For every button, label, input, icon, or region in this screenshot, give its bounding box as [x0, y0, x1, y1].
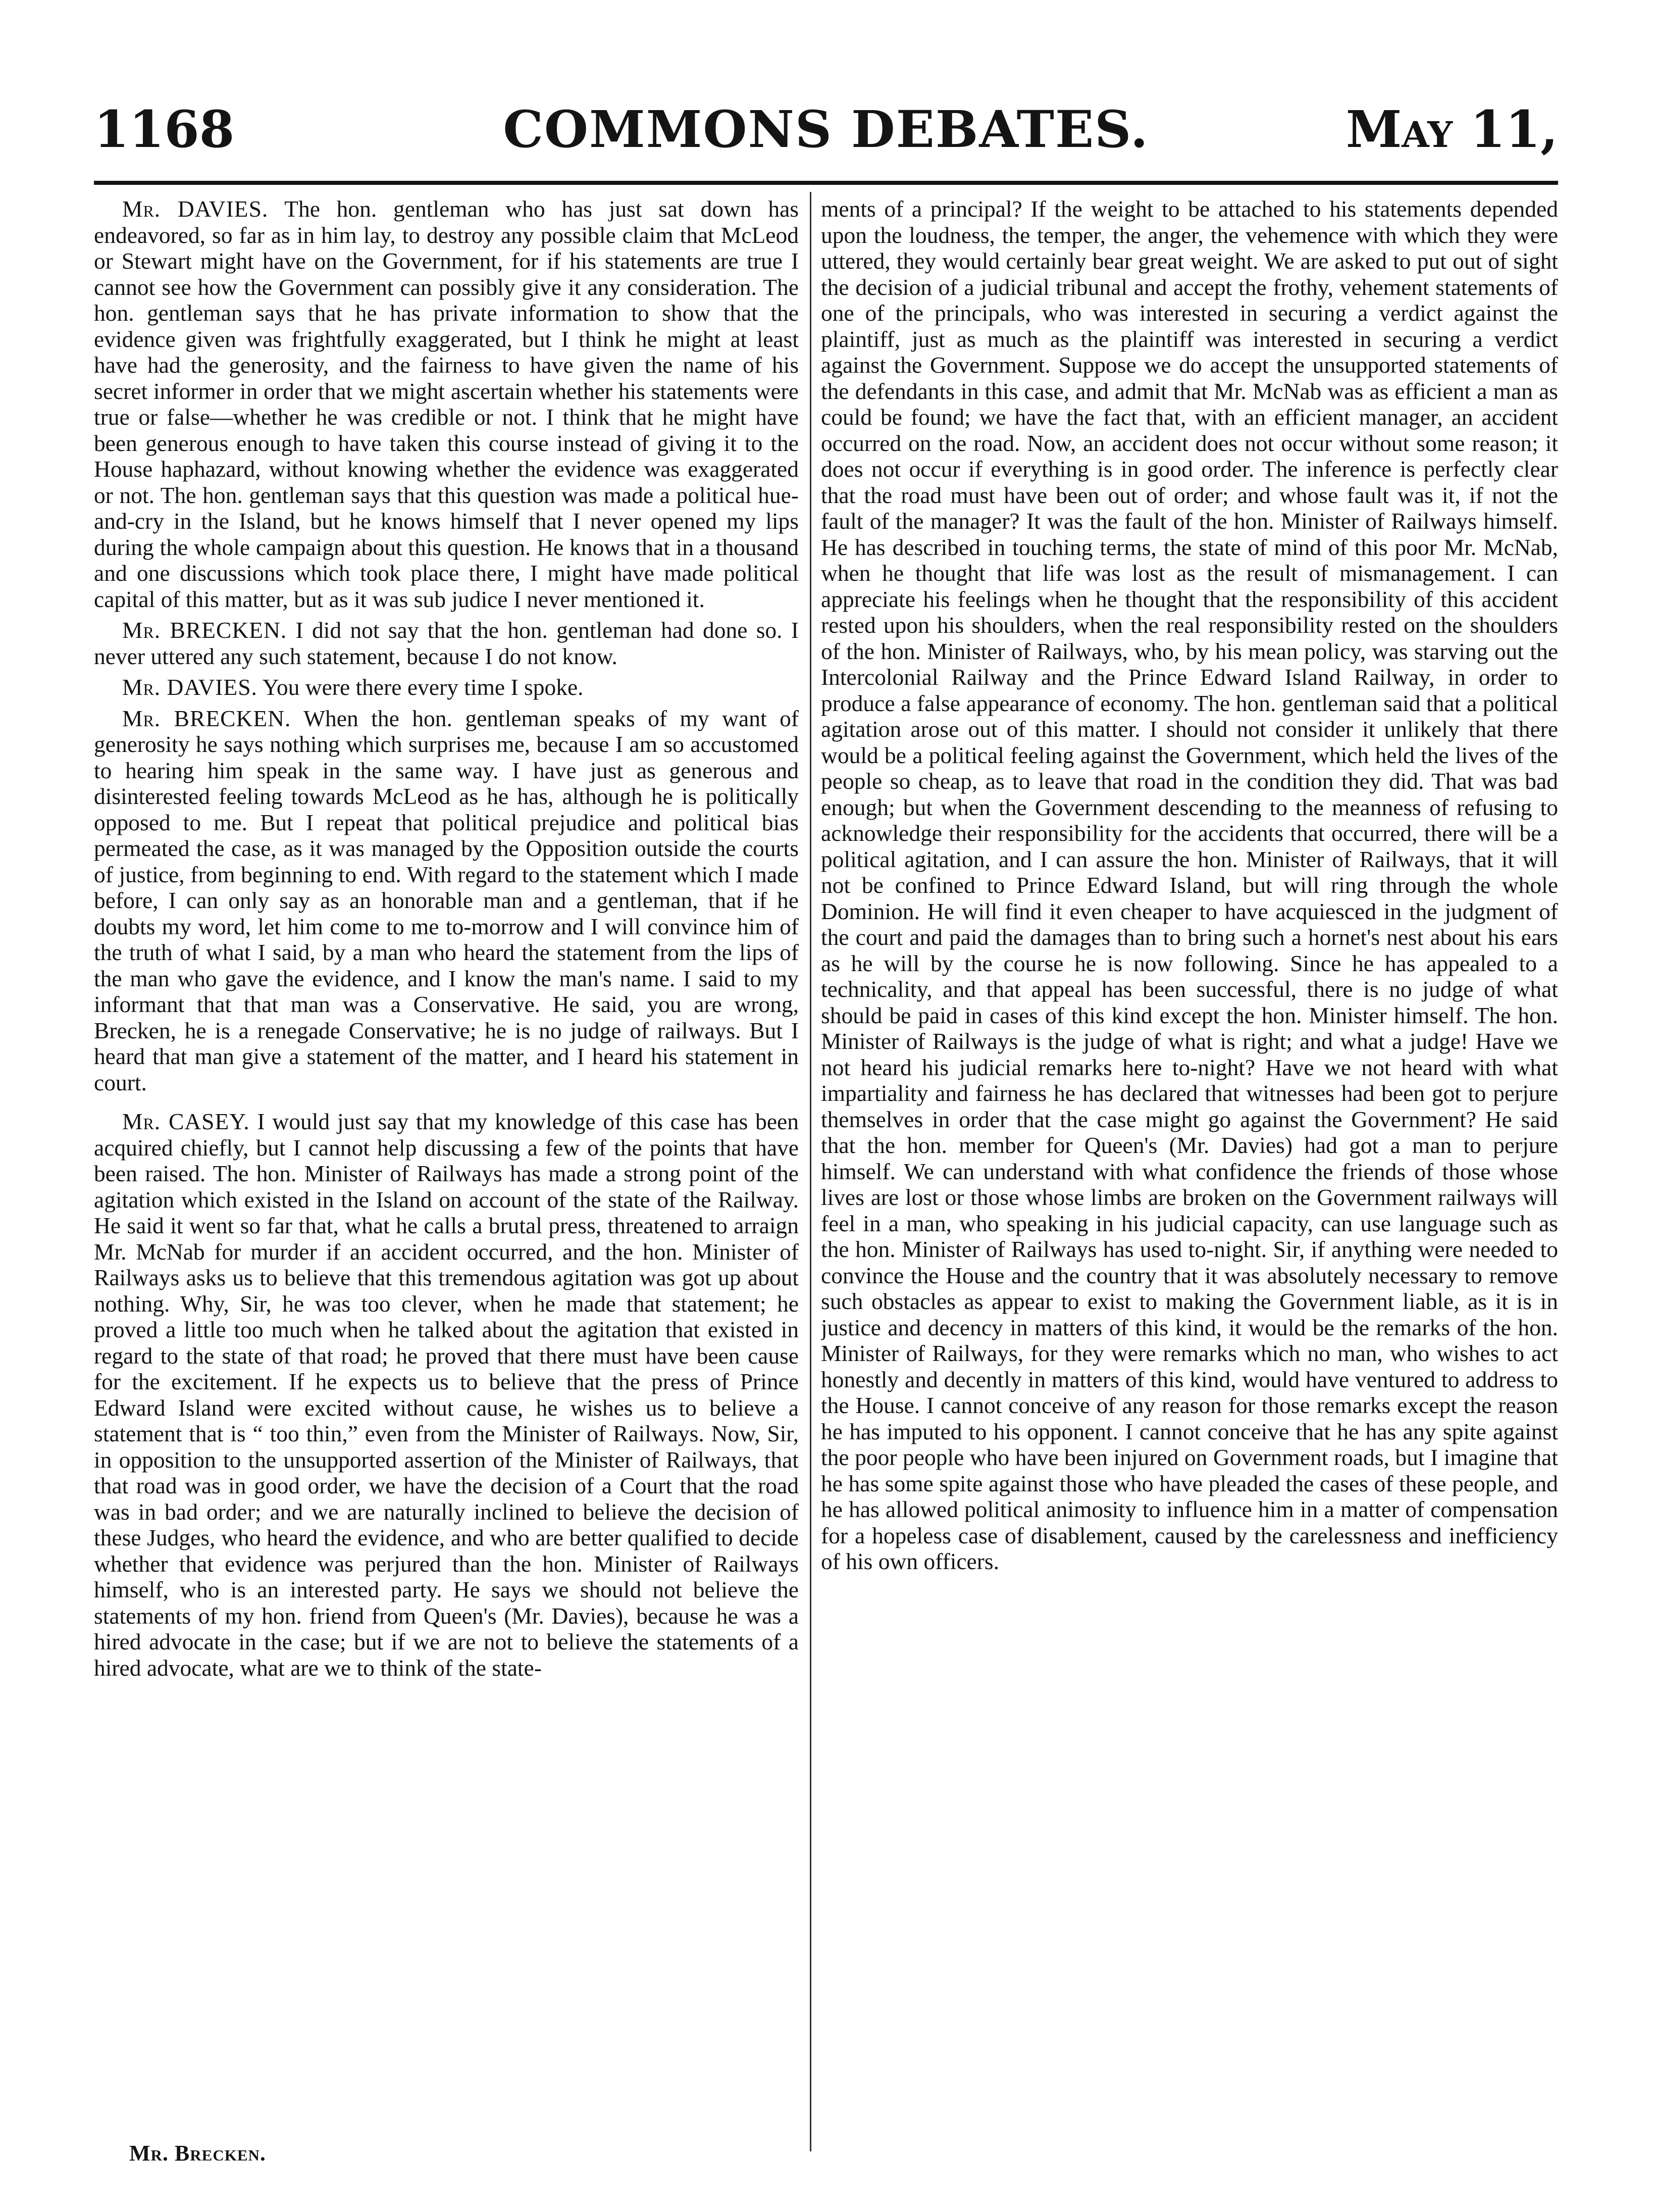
running-footer-name: Mr. Brecken.: [129, 2141, 266, 2166]
speech-continuation: ments of a principal? If the weight to be attached to his statements depended upon the loudness, the temper, the anger, the vehemence with which they were uttered, they would certainly bear great weight. We are asked to put out of sight the decision of a judicial tribunal and accept the frothy, vehement statements of one of the principals, who was interested in securing a verdict against the plaintiff, just as much as the plaintiff was interested in securing a verdict against the Government. Suppose we do accept the unsupported statements of the defendants in this case, and admit that Mr. McNab was as efficient a man as could be found; we have the fact that, with an efficient manager, an accident occurred on the road. Now, an accident does not occur without some reason; it does not occur if everything is in good order. The inference is perfectly clear that the road must have been out of order; and whose fault was it, if not the fault of the manager? It was the fault of the hon. Minister of Railways himself. He has described in touching terms, the state of mind of this poor Mr. McNab, when he thought that life was lost as the result of mismanagement. I can appreciate his feelings when he thought that the responsibility of this accident rested upon his shoulders, when the real responsibility rested on the shoulders of the hon. Minister of Railways, who, by his mean policy, was starving out the Intercolonial Railway and the Prince Edward Island Railway, in order to produce a false appearance of economy. The hon. gentleman said that a political agitation arose out of this matter. I should not consider it unlikely that there would be a political feeling against the Government, which held the lives of the people so cheap, as to leave that road in the condition they did. That was bad enough; but when the Government descending to the meanness of refusing to acknowledge their responsibility for the accidents that occurred, there will be a political agitation, and I can assure the hon. Minister of Railways, that it will not be confined to Prince Edward Island, but will ring through the whole Dominion. He will find it even cheaper to have acquiesced in the judgment of the court and paid the damages than to bring such a hornet's nest about his ears as he will by the course he is now following. Since he has appealed to a technicality, and that appeal has been successful, there is no judge of what should be paid in cases of this kind except the hon. Minister himself. The hon. Minister of Railways is the judge of what is right; and what a judge! Have we not heard his judicial remarks here to-night? Have we not heard with what impartiality and fairness he has declared that witnesses had been got to perjure themselves in order that the case might go against the Government? He said that the hon. member for Queen's (Mr. Davies) had got a man to perjure himself. We can understand with what confidence the friends of those whose lives are lost or those whose limbs are broken on the Government railways will feel in a man, who speaking in his judicial capacity, can use language such as the hon. Minister of Railways has used to-night. Sir, if anything were needed to convince the House and the country that it was absolutely necessary to remove such obstacles as appear to exist to making the Government liable, as it is in justice and decency in matters of this kind, it would be the remarks of the hon. Minister of Railways, for they were remarks which no man, who wishes to act honestly and decently in matters of this kind, would have ventured to address to the House. I cannot conceive of any reason for those remarks except the reason he has imputed to his opponent. I cannot conceive that he has any spite against the poor people who have been injured on Government roads, but I imagine that he has some spite against those who have pleaded the cases of these people, and he has allowed political animosity to influence him in a matter of compensation for a hopeless case of disablement, caused by the carelessness and inefficiency of his own officers.: [821, 196, 1558, 1574]
left-column: [94, 196, 799, 2160]
speech-paragraph: [94, 617, 799, 669]
speech-paragraph: [94, 706, 799, 1096]
publication-title: COMMONS DEBATES.: [503, 99, 1149, 159]
page-header: [94, 99, 1558, 170]
speech-paragraph: [94, 196, 799, 612]
speech-text: I did not say that the hon. gentleman had done so. I never uttered any such statement, because I do not know.: [94, 617, 799, 669]
speech-text: The hon. gentleman who has just sat down has endeavored, so far as in him lay, to destroy any possible claim that McLeod or Stewart might have on the Government, for if his statements are true I cannot see how the Government can possibly give it any consideration. The hon. gentleman says that he has private information to show that the evidence given was frightfully exaggerated, but I think he might at least have had the generosity, and the fairness to have given the name of his secret informer in order that we might ascertain whether his statements were true or false—whether he was credible or not. I think that he might have been generous enough to have taken this course instead of giving it to the House haphazard, without knowing whether the evidence was exaggerated or not. The hon. gentleman says that this question was made a political hue-and-cry in the Island, but he knows himself that I never opened my lips during the whole campaign about this question. He knows that in a thousand and one discussions which took place there, I might have made political capital of this matter, but as it was sub judice I never mentioned it.: [94, 196, 799, 612]
speaker-name: Mr. DAVIES.: [122, 196, 269, 222]
speaker-name: Mr. BRECKEN.: [122, 617, 287, 643]
speech-text: I would just say that my knowledge of this case has been acquired chiefly, but I cannot help discussing a few of the points that have been raised. The hon. Minister of Railways has made a strong point of the agitation which existed in the Island on account of the state of the Railway. He said it went so far that, what he calls a brutal press, threatened to arraign Mr. McNab for murder if an accident occurred, and the hon. Minister of Railways asks us to believe that this tremendous agitation was got up about nothing. Why, Sir, he was too clever, when he made that statement; he proved a little too much when he talked about the agitation that existed in regard to the state of that road; he proved that there must have been cause for the excitement. If he expects us to believe that the press of Prince Edward Island were excited without cause, he wishes us to believe a statement that is “ too thin,” even from the Minister of Railways. Now, Sir, in opposition to the unsupported assertion of the Minister of Railways, that that road was in good order, we have the decision of a Court that the road was in bad order; and we are naturally inclined to believe the decision of these Judges, who heard the evidence, and who are better qualified to decide whether that evidence was perjured than the hon. Minister of Railways himself, who is an interested party. He says we should not believe the statements of my hon. friend from Queen's (Mr. Davies), because he was a hired advocate in the case; but if we are not to believe the statements of a hired advocate, what are we to think of the state-: [94, 1109, 799, 1681]
page-number: 1168: [94, 99, 235, 159]
column-divider: [810, 192, 811, 2151]
right-column: [821, 196, 1558, 2160]
speech-paragraph: [94, 1109, 799, 1681]
header-rule: [94, 181, 1558, 185]
speaker-name: Mr. CASEY.: [122, 1109, 250, 1134]
speech-paragraph: [94, 674, 799, 700]
speech-text: You were there every time I spoke.: [262, 674, 584, 700]
speaker-name: Mr. DAVIES.: [122, 674, 257, 700]
speaker-name: Mr. BRECKEN.: [122, 705, 291, 731]
speech-text: When the hon. gentleman speaks of my want of generosity he says nothing which surprises me, because I am so accustomed to hearing him speak in the same way. I have just as generous and disinterested feeling towards McLeod as he has, although he is politically opposed to me. But I repeat that political prejudice and political bias permeated the case, as it was managed by the Opposition outside the courts of justice, from beginning to end. With regard to the statement which I made before, I can only say as an honorable man and a gentleman, that if he doubts my word, let him come to me to-morrow and I will convince him of the truth of what I said, by a man who heard the statement from the lips of the man who gave the evidence, and I know the man's name. I said to my informant that that man was a Conservative. He said, you are wrong, Brecken, he is a renegade Conservative; he is no judge of railways. But I heard that man give a statement of the matter, and I heard his statement in court.: [94, 705, 799, 1095]
page-date: May 11,: [1346, 99, 1558, 159]
